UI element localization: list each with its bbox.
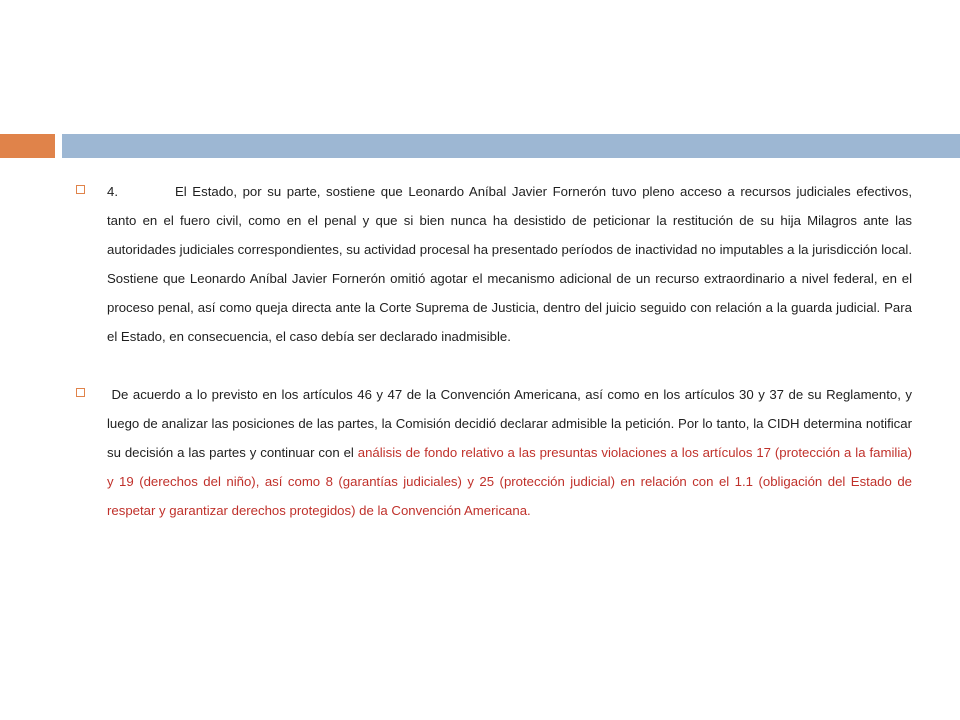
header-accent-bar-blue	[62, 134, 960, 158]
square-bullet-icon	[76, 380, 86, 397]
paragraph-body	[76, 380, 912, 525]
paragraph-text-plain: De acuerdo a lo previsto en los artículos 46 y 47 de la Convención Americana, así como en los artículos 30 y 37 de su Reglamento, y luego de analizar las posiciones de las partes, la Comisión decidió declarar admisible la petición. Por lo tanto, la CIDH determina notificar su decisión a las partes y continuar con el	[107, 387, 912, 460]
paragraph-admissibility	[76, 380, 912, 525]
paragraph-number: 4.	[107, 184, 118, 199]
paragraph-text: El Estado, por su parte, sostiene que Leonardo Aníbal Javier Fornerón tuvo pleno acceso a recursos judiciales efectivos, tanto en el fuero civil, como en el penal y que si bien nunca ha desistido de peticionar la restitución de su hija Milagros ante las autoridades judiciales correspondientes, su actividad procesal ha presentado períodos de inactividad no imputables a la jurisdicción local. Sostiene que Leonardo Aníbal Javier Fornerón omitió agotar el mecanismo adicional de un recurso extraordinario a nivel federal, en el proceso penal, así como queja directa ante la Corte Suprema de Justicia, dentro del juicio seguido con relación a la guarda judicial. Para el Estado, en consecuencia, el caso debía ser declarado inadmisible.	[107, 184, 912, 344]
square-bullet-icon	[76, 177, 86, 194]
paragraph-state-position	[76, 177, 912, 351]
paragraph-body	[76, 177, 912, 351]
paragraph-text-highlight: análisis de fondo relativo a las presuntas violaciones a los artículos 17 (protección a la familia) y 19 (derechos del niño), así como 8 (garantías judiciales) y 25 (protección judicial) en relación con el 1.1 (obligación del Estado de respetar y garantizar derechos protegidos) de la Convención Americana.	[107, 445, 912, 518]
header-accent-bar-orange	[0, 134, 55, 158]
